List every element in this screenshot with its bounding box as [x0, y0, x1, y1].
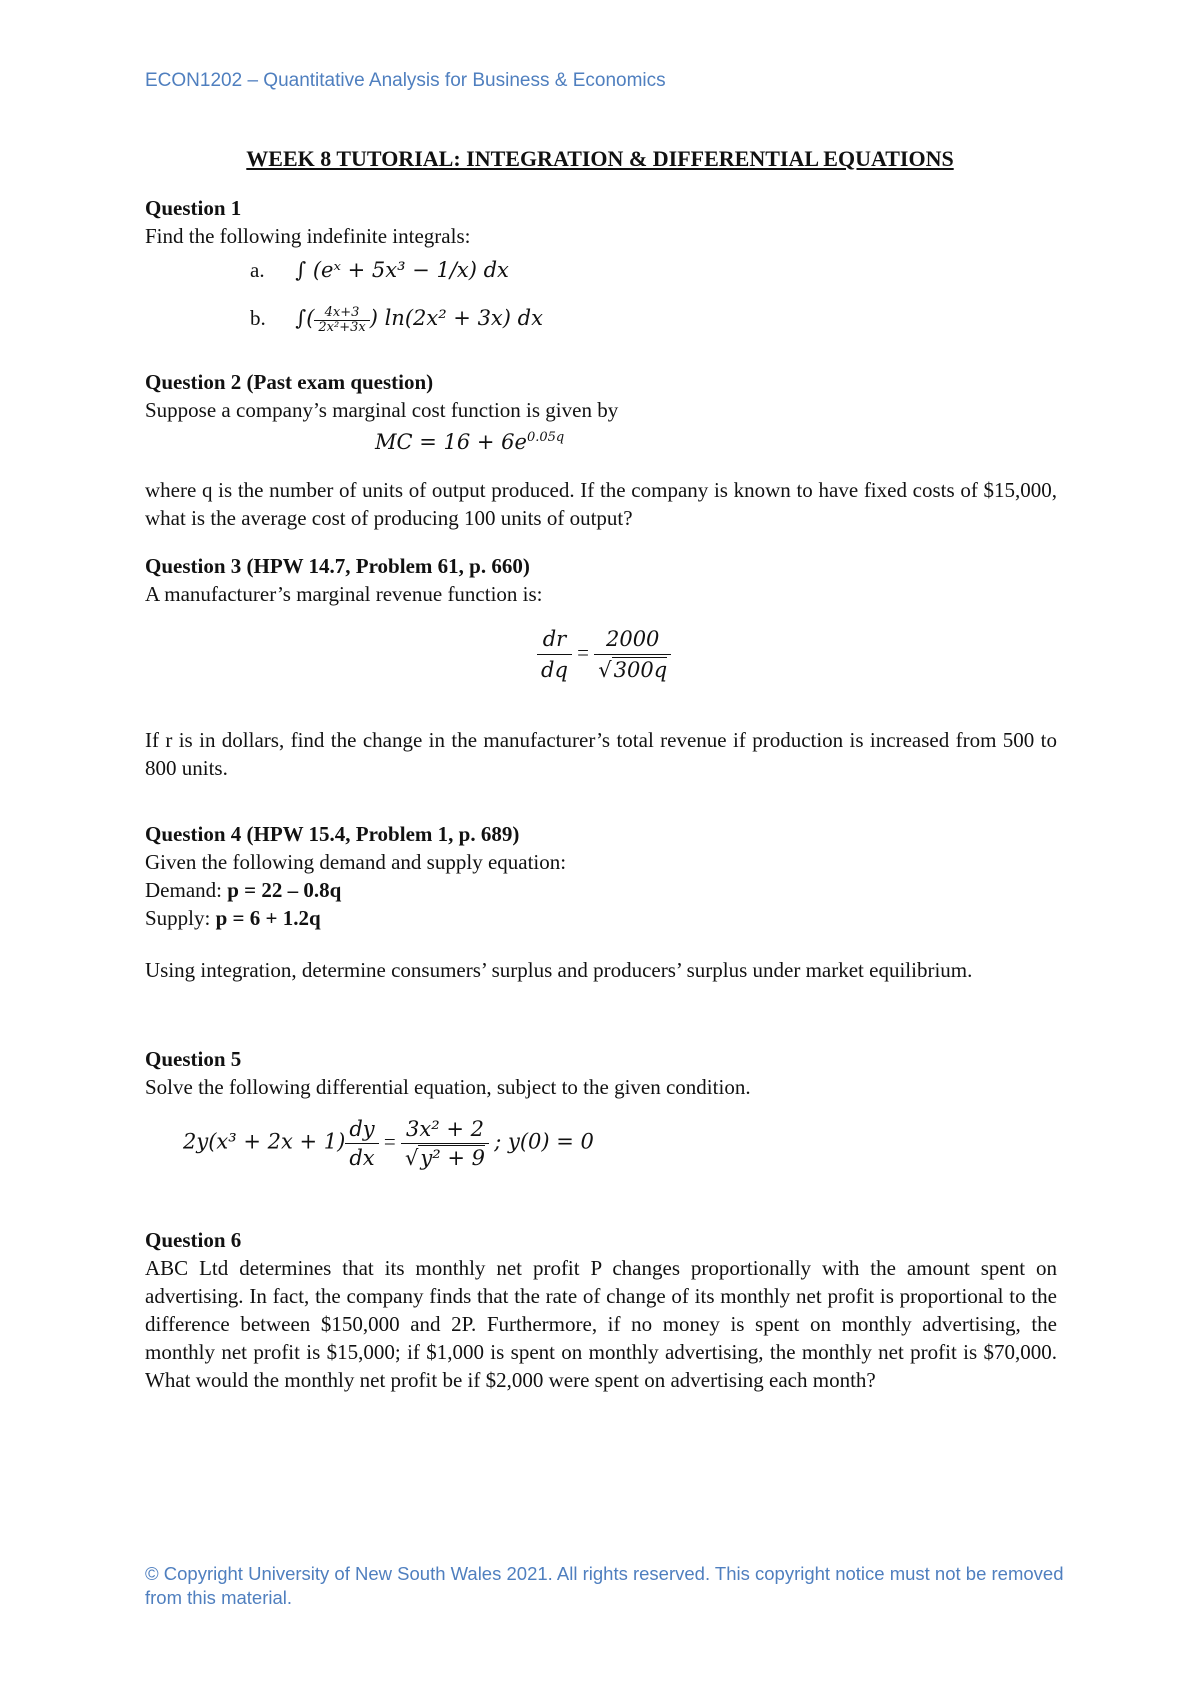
question-4	[145, 820, 1057, 984]
course-header: ECON1202 – Quantitative Analysis for Business & Economics	[145, 70, 666, 91]
integral-b	[250, 304, 1057, 348]
page-title: WEEK 8 TUTORIAL: INTEGRATION & DIFFERENTIAL EQUATIONS	[246, 146, 954, 171]
rhs-fraction	[401, 1115, 489, 1172]
question-heading: Question 4 (HPW 15.4, Problem 1, p. 689)	[145, 822, 520, 846]
integral-rest: ) ln(2x² + 3x) dx	[369, 306, 543, 330]
fraction-numerator: 3x² + 2	[401, 1115, 489, 1144]
fraction-denominator: 2x²+3x	[318, 319, 366, 335]
question-heading: Question 6	[145, 1228, 242, 1252]
fraction-numerator: 2000	[594, 624, 671, 655]
integral-sign: ∫(	[295, 306, 315, 330]
revenue-fraction	[594, 624, 671, 685]
question-text-2: where q is the number of units of output produced. If the company is known to have fixed costs of $15,000, what is the average cost of producing 100 units of output?	[145, 478, 1057, 530]
dy-dx-fraction	[345, 1115, 378, 1172]
question-text: Suppose a company’s marginal cost function is given by	[145, 398, 619, 422]
question-heading: Question 2 (Past exam question)	[145, 370, 434, 394]
question-1	[145, 194, 1057, 348]
fraction-denominator: √y² + 9	[405, 1146, 485, 1170]
sqrt-radicand: 300q	[613, 658, 668, 682]
question-text: Given the following demand and supply equation:	[145, 850, 567, 874]
formula-exponent: 0.05q	[526, 430, 565, 445]
fraction	[314, 306, 369, 335]
fraction-denominator: √300q	[598, 658, 668, 682]
question-5	[145, 1045, 1057, 1191]
supply-label: Supply:	[145, 906, 211, 930]
question-text: A manufacturer’s marginal revenue function is:	[145, 582, 543, 606]
demand-label: Demand:	[145, 878, 222, 902]
marginal-cost-formula	[375, 424, 1057, 458]
fraction-numerator: dy	[345, 1115, 378, 1144]
question-text: ABC Ltd determines that its monthly net profit P changes proportionally with the amount spent on advertising. In fact, the company finds that the rate of change of its monthly net profit is proportional to the difference between $150,000 and 2P. Furthermore, if no money is spent on monthly advertising, the monthly net profit is $15,000; if $1,000 is spent on monthly advertising, the monthly net profit is $70,000. What would the monthly net profit be if $2,000 were spent on advertising each month?	[145, 1256, 1057, 1392]
fraction-numerator: dr	[537, 624, 572, 655]
question-text: Solve the following differential equation, subject to the given condition.	[145, 1075, 751, 1099]
question-heading: Question 1	[145, 196, 242, 220]
question-3	[145, 552, 1057, 782]
marginal-revenue-equation	[537, 624, 1057, 700]
question-heading: Question 3 (HPW 14.7, Problem 61, p. 660)	[145, 554, 530, 578]
differential-equation	[183, 1115, 1057, 1191]
fraction-numerator: 4x+3	[314, 306, 369, 321]
supply-formula: p = 6 + 1.2q	[215, 906, 321, 930]
equals-sign: =	[383, 1129, 396, 1154]
integral-expression: ∫ (eˣ + 5x³ − 1/x) dx	[295, 258, 509, 282]
equals-sign: =	[577, 640, 589, 665]
demand-equation	[145, 876, 1057, 904]
question-text-2: If r is in dollars, find the change in the manufacturer’s total revenue if production is increased from 500 to 800 units.	[145, 728, 1057, 780]
question-6	[145, 1226, 1057, 1394]
copyright-notice: © Copyright University of New South Wales 2021. All rights reserved. This copyright notice must not be removed from this material.	[145, 1563, 1064, 1608]
equation-lhs: 2y(x³ + 2x + 1)	[183, 1129, 346, 1154]
question-heading: Question 5	[145, 1047, 242, 1071]
question-2	[145, 368, 1057, 532]
integral-a	[250, 256, 1057, 290]
initial-condition: ; y(0) = 0	[494, 1129, 594, 1154]
demand-formula: p = 22 – 0.8q	[227, 878, 342, 902]
supply-equation	[145, 904, 1057, 932]
sqrt-radicand: y² + 9	[420, 1146, 485, 1170]
formula-base: MC = 16 + 6e	[375, 430, 527, 454]
question-text: Find the following indefinite integrals:	[145, 224, 471, 248]
derivative-fraction	[537, 624, 572, 685]
item-label: b.	[250, 306, 266, 330]
fraction-denominator: dx	[349, 1146, 375, 1170]
question-text-2: Using integration, determine consumers’ surplus and producers’ surplus under market equilibrium.	[145, 958, 973, 982]
fraction-denominator: dq	[541, 658, 568, 682]
item-label: a.	[250, 258, 265, 282]
